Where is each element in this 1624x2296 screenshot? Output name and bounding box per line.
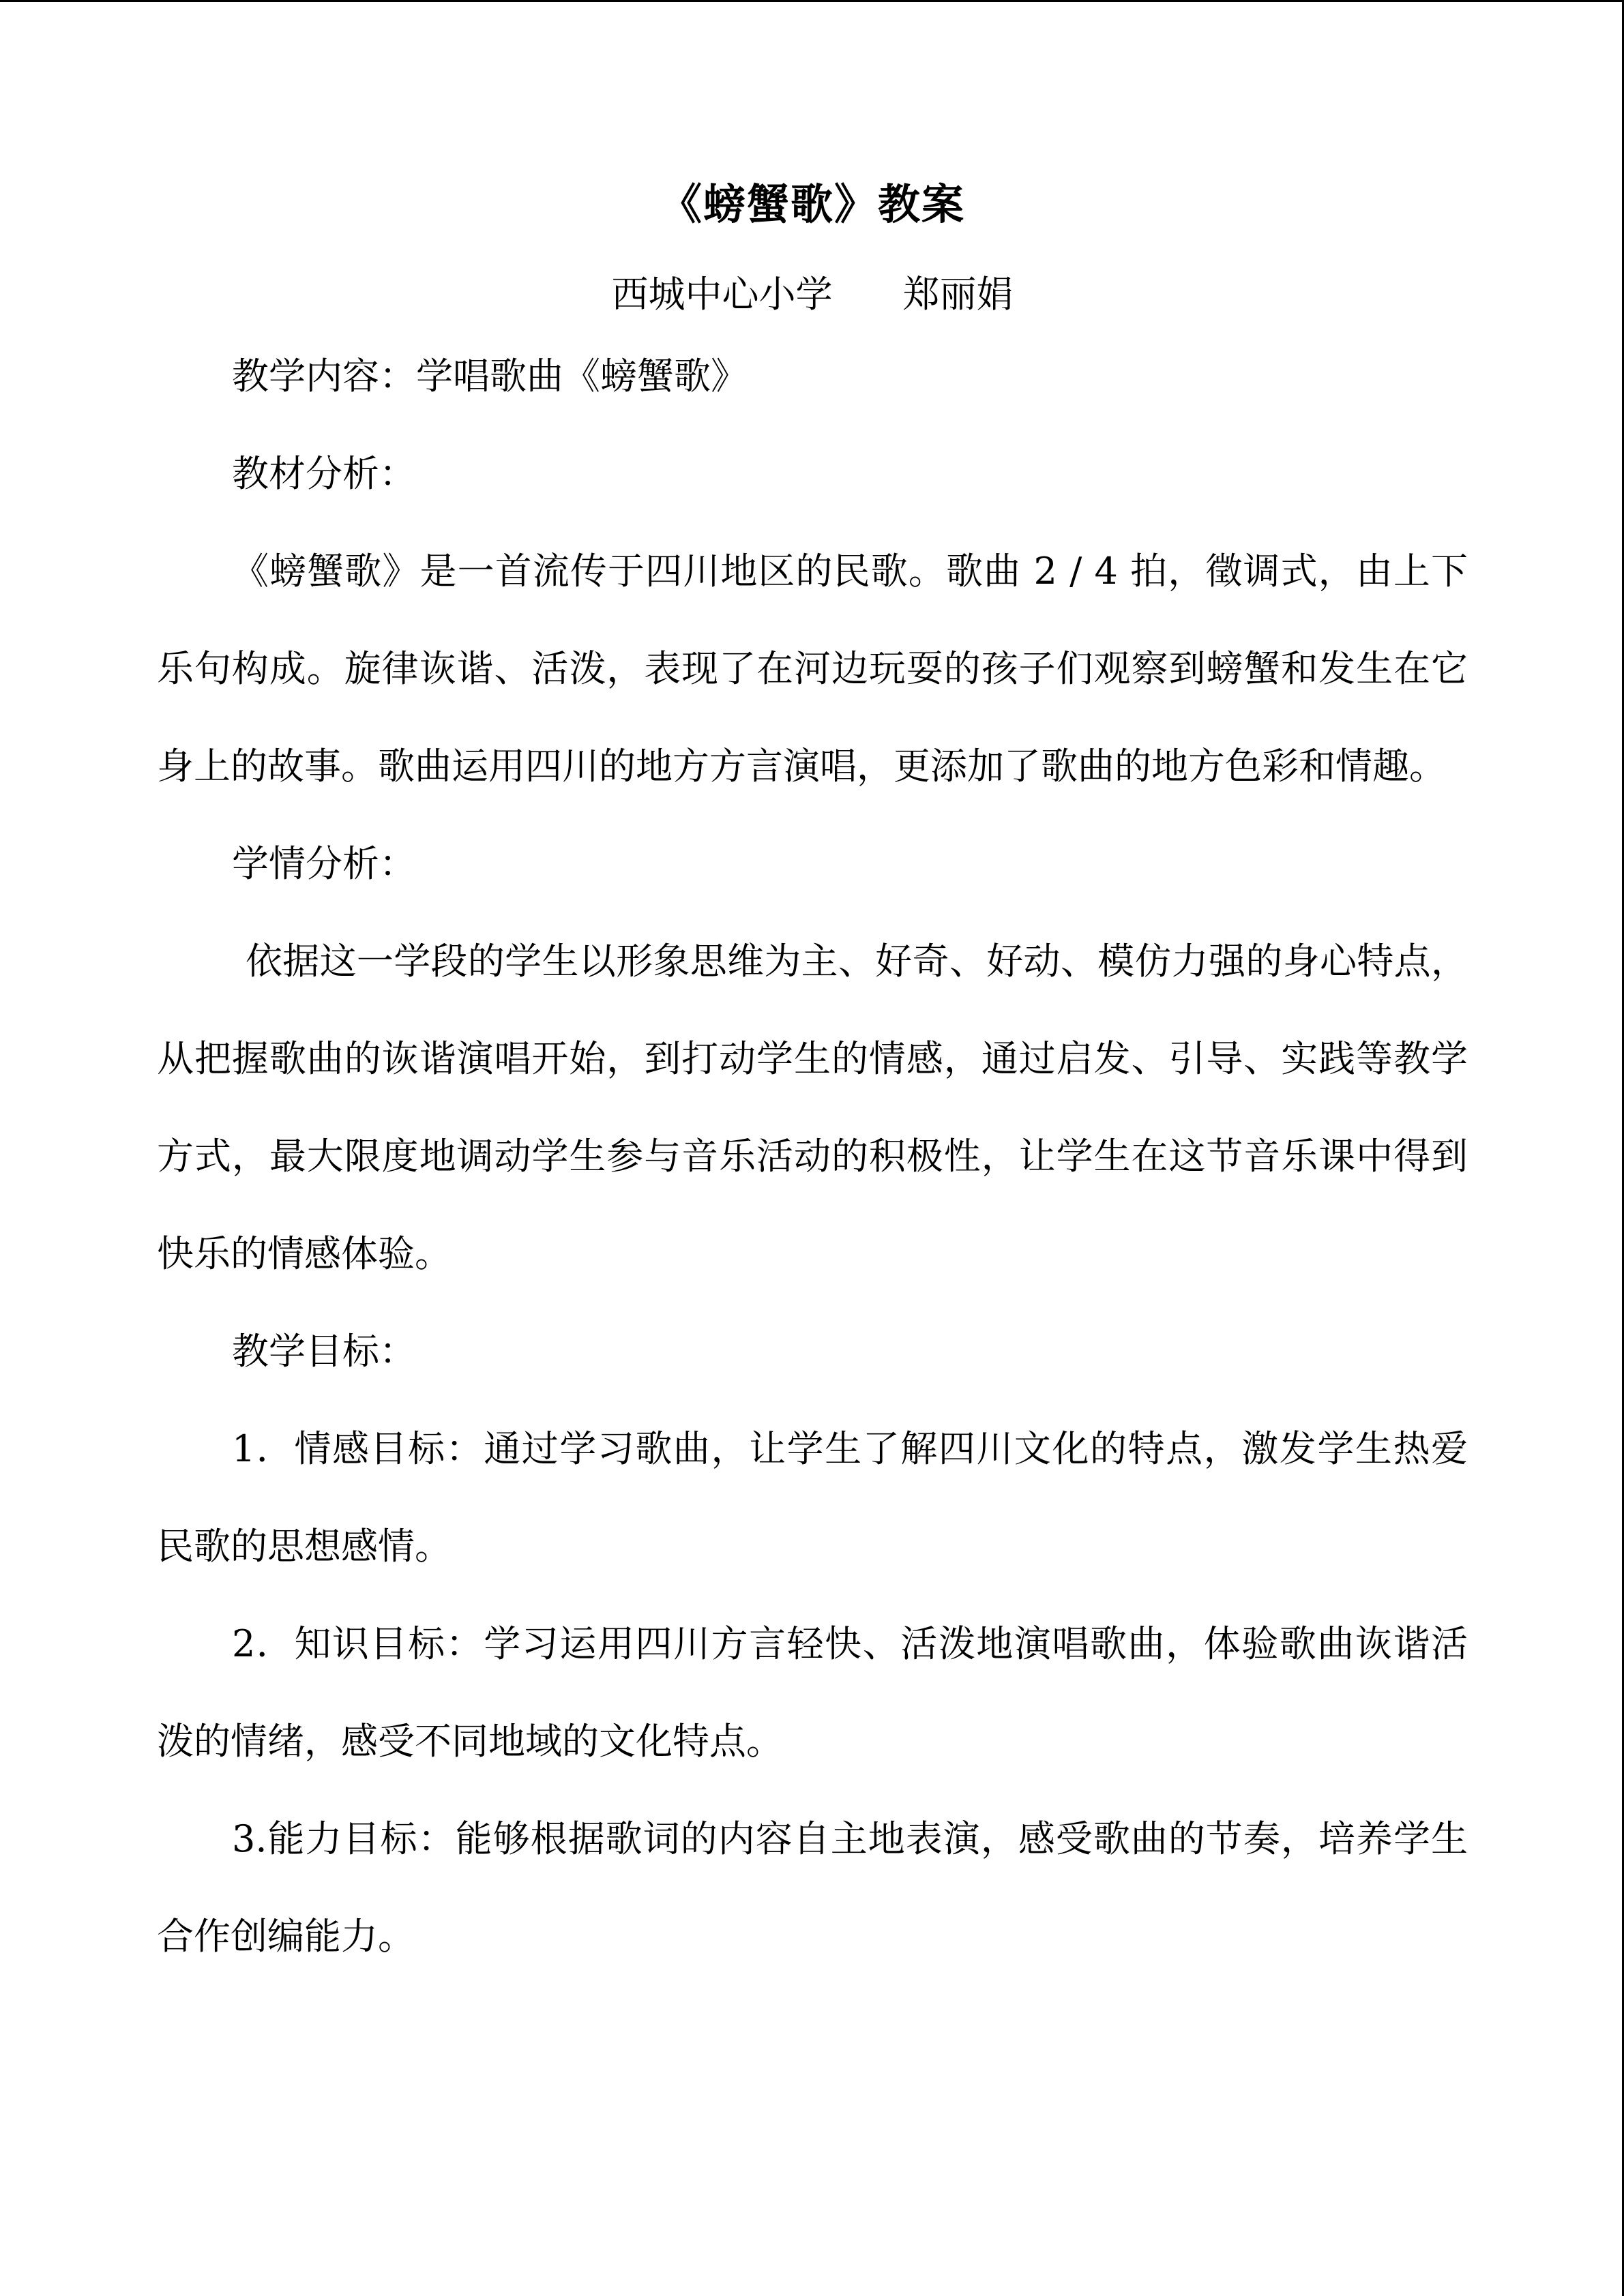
- heading-student-analysis: 学情分析：: [232, 842, 416, 885]
- paragraph-material-analysis: 《螃蟹歌》是一首流传于四川地区的民歌。歌曲 2 / 4 拍，徵调式，由上下乐句构成。旋律诙谐、活泼，表现了在河边玩耍的孩子们观察到螃蟹和发生在它身上的故事。歌曲运用四川的地方方言演唱，更添加了歌曲的地方色彩和情趣。: [157, 550, 1468, 788]
- page-top-border: [0, 0, 1624, 2]
- heading-material-analysis: 教材分析：: [232, 452, 416, 495]
- author-line: 西城中心小学 郑丽娟: [611, 273, 1014, 316]
- document-body: [157, 164, 1468, 1985]
- goal-knowledge: 2．知识目标：学习运用四川方言轻快、活泼地演唱歌曲，体验歌曲诙谐活泼的情绪，感受不同地域的文化特点。: [157, 1622, 1468, 1763]
- document-title: 《螃蟹歌》教案: [659, 179, 965, 229]
- paragraph-student-analysis: 依据这一学段的学生以形象思维为主、好奇、好动、模仿力强的身心特点，从把握歌曲的诙谐演唱开始，到打动学生的情感，通过启发、引导、实践等教学方式，最大限度地调动学生参与音乐活动的积极性，让学生在这节音乐课中得到快乐的情感体验。: [157, 940, 1468, 1275]
- goal-ability: 3.能力目标：能够根据歌词的内容自主地表演，感受歌曲的节奏，培养学生合作创编能力。: [157, 1817, 1468, 1958]
- goal-emotional: 1．情感目标：通过学习歌曲，让学生了解四川文化的特点，激发学生热爱民歌的思想感情。: [157, 1427, 1468, 1568]
- heading-teaching-goals: 教学目标：: [232, 1330, 416, 1373]
- paragraph-teaching-content: 教学内容：学唱歌曲《螃蟹歌》: [232, 355, 748, 398]
